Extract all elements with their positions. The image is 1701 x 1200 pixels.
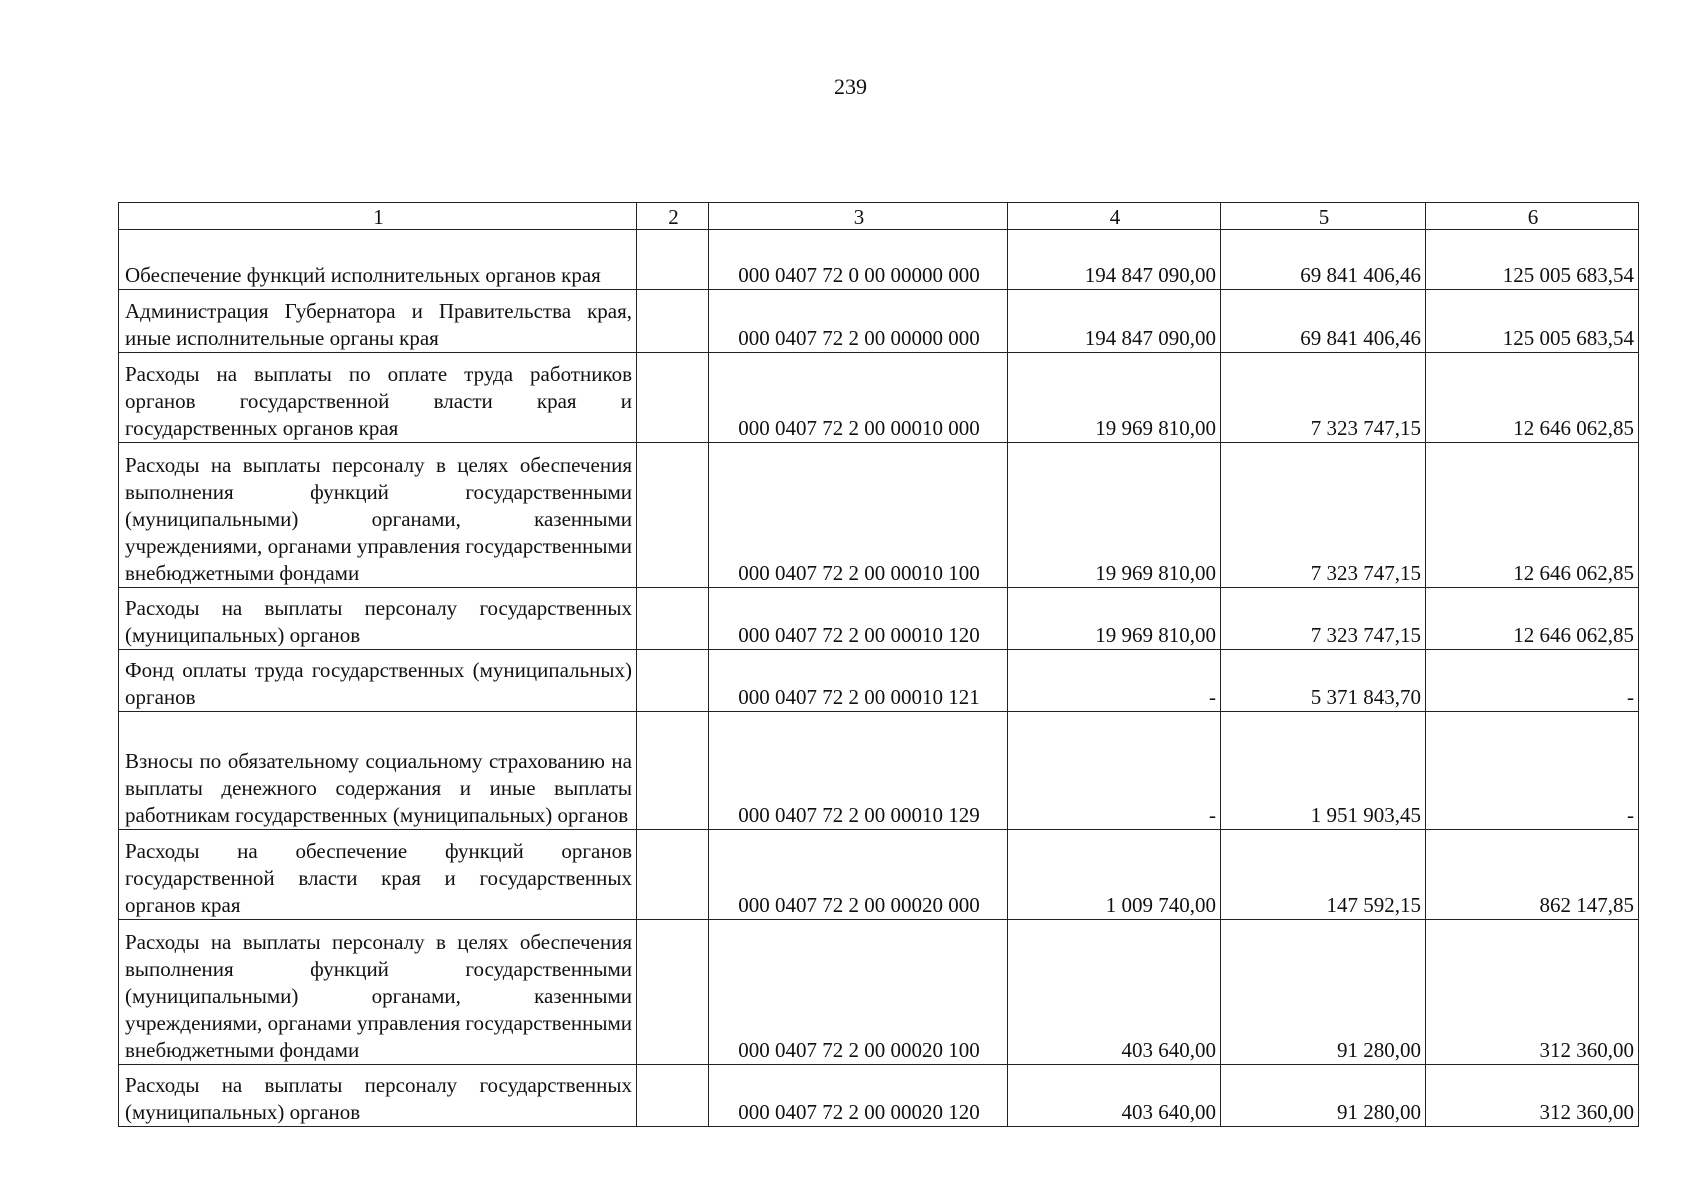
column-header-3: 3: [709, 203, 1008, 230]
row-column-4: 19 969 810,00: [1008, 353, 1221, 443]
row-description: Администрация Губернатора и Правительства края, иные исполнительные органы края: [119, 290, 637, 353]
column-header-1: 1: [119, 203, 637, 230]
row-column-4: -: [1008, 712, 1221, 830]
table-row: [119, 712, 1639, 830]
row-code: 000 0407 72 2 00 00000 000: [709, 290, 1008, 353]
row-description: Обеспечение функций исполнительных органов края: [119, 230, 637, 290]
row-column-4: 19 969 810,00: [1008, 588, 1221, 650]
row-column-4: 19 969 810,00: [1008, 443, 1221, 588]
column-header-5: 5: [1221, 203, 1426, 230]
row-column-6: 312 360,00: [1426, 1065, 1639, 1127]
page-number: 239: [834, 74, 867, 99]
table-row: [119, 353, 1639, 443]
row-description: Фонд оплаты труда государственных (муниципальных) органов: [119, 650, 637, 712]
row-description: Расходы на выплаты персоналу в целях обеспечения выполнения функций государственными (муниципальными) органами, казенными учреждениями, органами управления государственными внебюджетными фондами: [119, 443, 637, 588]
row-column-2: [637, 443, 709, 588]
row-column-5: 7 323 747,15: [1221, 588, 1426, 650]
row-column-5: 91 280,00: [1221, 920, 1426, 1065]
row-column-4: 403 640,00: [1008, 920, 1221, 1065]
row-column-4: 1 009 740,00: [1008, 830, 1221, 920]
table-row: [119, 230, 1639, 290]
row-column-5: 7 323 747,15: [1221, 443, 1426, 588]
row-description: Расходы на выплаты персоналу государственных (муниципальных) органов: [119, 1065, 637, 1127]
row-code: 000 0407 72 2 00 00010 129: [709, 712, 1008, 830]
row-column-5: 7 323 747,15: [1221, 353, 1426, 443]
row-column-2: [637, 650, 709, 712]
row-column-4: 194 847 090,00: [1008, 230, 1221, 290]
row-column-2: [637, 230, 709, 290]
row-code: 000 0407 72 2 00 00010 100: [709, 443, 1008, 588]
row-column-2: [637, 920, 709, 1065]
table-row: [119, 588, 1639, 650]
row-column-6: 125 005 683,54: [1426, 290, 1639, 353]
row-column-2: [637, 353, 709, 443]
row-column-6: -: [1426, 650, 1639, 712]
table-row: [119, 1065, 1639, 1127]
row-code: 000 0407 72 2 00 00010 000: [709, 353, 1008, 443]
row-column-5: 69 841 406,46: [1221, 290, 1426, 353]
row-column-6: 12 646 062,85: [1426, 588, 1639, 650]
row-column-6: 12 646 062,85: [1426, 443, 1639, 588]
row-code: 000 0407 72 2 00 00010 120: [709, 588, 1008, 650]
row-column-5: 5 371 843,70: [1221, 650, 1426, 712]
row-code: 000 0407 72 2 00 00020 100: [709, 920, 1008, 1065]
column-header-2: 2: [637, 203, 709, 230]
row-column-5: 69 841 406,46: [1221, 230, 1426, 290]
row-column-5: 147 592,15: [1221, 830, 1426, 920]
row-column-2: [637, 588, 709, 650]
row-code: 000 0407 72 2 00 00020 120: [709, 1065, 1008, 1127]
row-description: Расходы на выплаты персоналу в целях обеспечения выполнения функций государственными (муниципальными) органами, казенными учреждениями, органами управления государственными внебюджетными фондами: [119, 920, 637, 1065]
table-row: [119, 920, 1639, 1065]
row-description: Взносы по обязательному социальному страхованию на выплаты денежного содержания и иные выплаты работникам государственных (муниципальных) органов: [119, 712, 637, 830]
row-column-5: 1 951 903,45: [1221, 712, 1426, 830]
table-row: [119, 830, 1639, 920]
header-row: [119, 203, 1639, 230]
budget-table: [118, 202, 1639, 1127]
row-column-6: -: [1426, 712, 1639, 830]
row-column-6: 862 147,85: [1426, 830, 1639, 920]
row-description: Расходы на обеспечение функций органов государственной власти края и государственных органов края: [119, 830, 637, 920]
row-column-6: 312 360,00: [1426, 920, 1639, 1065]
row-column-6: 12 646 062,85: [1426, 353, 1639, 443]
row-column-6: 125 005 683,54: [1426, 230, 1639, 290]
row-description: Расходы на выплаты по оплате труда работников органов государственной власти края и государственных органов края: [119, 353, 637, 443]
column-header-4: 4: [1008, 203, 1221, 230]
row-column-4: -: [1008, 650, 1221, 712]
row-column-4: 194 847 090,00: [1008, 290, 1221, 353]
row-column-2: [637, 1065, 709, 1127]
row-column-2: [637, 290, 709, 353]
table-row: [119, 290, 1639, 353]
row-column-5: 91 280,00: [1221, 1065, 1426, 1127]
row-column-4: 403 640,00: [1008, 1065, 1221, 1127]
row-column-2: [637, 830, 709, 920]
row-code: 000 0407 72 2 00 00020 000: [709, 830, 1008, 920]
table-row: [119, 650, 1639, 712]
column-header-6: 6: [1426, 203, 1639, 230]
row-code: 000 0407 72 0 00 00000 000: [709, 230, 1008, 290]
row-description: Расходы на выплаты персоналу государственных (муниципальных) органов: [119, 588, 637, 650]
row-code: 000 0407 72 2 00 00010 121: [709, 650, 1008, 712]
table-row: [119, 443, 1639, 588]
row-column-2: [637, 712, 709, 830]
